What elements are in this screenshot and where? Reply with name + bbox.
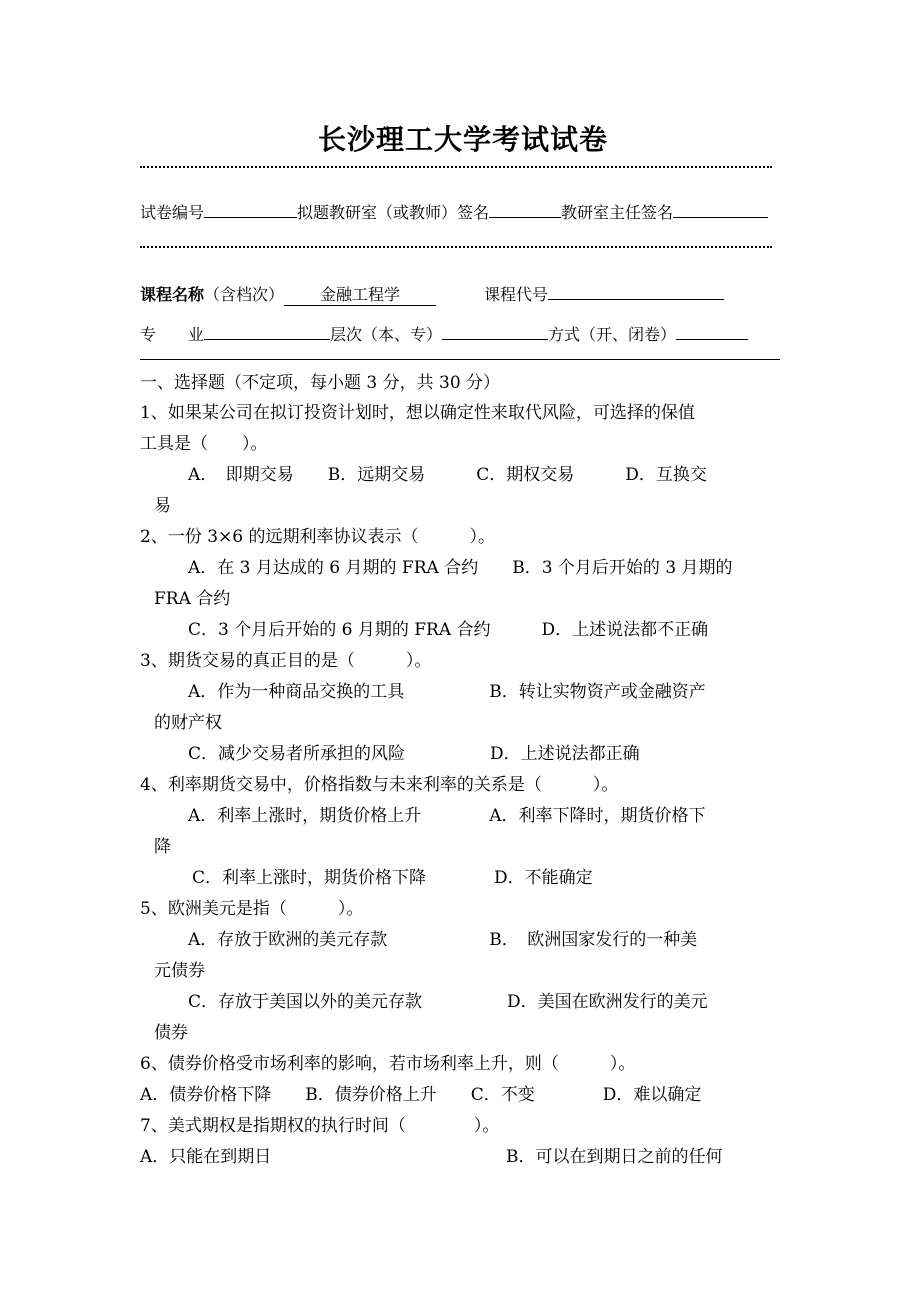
teacher-sign-label: 拟题教研室（或教师）签名: [297, 203, 490, 222]
director-sign-field[interactable]: [673, 203, 768, 218]
q5-option-cd: C．存放于美国以外的美元存款 D．美国在欧洲发行的美元: [188, 992, 708, 1012]
q7-stem: 7、美式期权是指期权的执行时间（ ）。: [140, 1116, 500, 1136]
mode-label: 方式（开、闭卷）: [548, 325, 677, 344]
q2-option-ab-cont: FRA 合约: [154, 589, 231, 609]
paper-no-label: 试卷编号: [140, 203, 205, 222]
level-label: 层次（本、专）: [330, 325, 443, 344]
q7-option-a: A．只能在到期日: [140, 1147, 272, 1167]
q1-options: A． 即期交易 B．远期交易 C．期权交易 D．互换交: [188, 465, 707, 485]
dotted-separator-top: [140, 166, 772, 168]
level-field[interactable]: [442, 325, 548, 340]
q6-options: A．债券价格下降 B．债券价格上升 C．不变 D．难以确定: [140, 1085, 702, 1105]
q3-option-cd: C．减少交易者所承担的风险 D．上述说法都正确: [188, 744, 640, 764]
paper-no-field[interactable]: [204, 203, 297, 218]
dotted-separator-mid: [140, 246, 772, 248]
q1-options-cont: 易: [154, 496, 171, 516]
q1-stem: 1、如果某公司在拟订投资计划时，想以确定性来取代风险，可选择的保值: [140, 403, 695, 423]
course-name-note: （含档次）: [204, 285, 285, 304]
q2-stem: 2、一份 3×6 的远期利率协议表示（ ）。: [140, 527, 495, 547]
exam-title: 长沙理工大学考试试卷: [318, 123, 609, 156]
q2-option-cd: C．3 个月后开始的 6 月期的 FRA 合约 D．上述说法都不正确: [188, 620, 709, 640]
q5-option-cd-cont: 债券: [154, 1023, 188, 1043]
q4-stem: 4、利率期货交易中，价格指数与未来利率的关系是（ ）。: [140, 775, 619, 795]
q6-stem: 6、债券价格受市场利率的影响，若市场利率上升，则（ ）。: [140, 1054, 636, 1074]
q3-option-ab-cont: 的财产权: [154, 713, 222, 733]
course-name-value[interactable]: 金融工程学: [284, 282, 436, 306]
course-name-label: 课程名称: [140, 285, 205, 304]
q4-option-ab-cont: 降: [154, 837, 171, 857]
teacher-sign-field[interactable]: [489, 203, 561, 218]
q4-option-cd: C．利率上涨时，期货价格下降 D．不能确定: [192, 868, 593, 888]
q3-option-ab: A．作为一种商品交换的工具 B．转让实物资产或金融资产: [188, 682, 706, 702]
q3-stem: 3、期货交易的真正目的是（ ）。: [140, 651, 432, 671]
major-row: [140, 322, 748, 345]
q5-stem: 5、欧洲美元是指（ ）。: [140, 899, 364, 919]
major-label: 专 业: [140, 325, 205, 344]
header-sign-row: [140, 200, 768, 223]
director-sign-label: 教研室主任签名: [561, 203, 674, 222]
course-code-field[interactable]: [548, 285, 724, 300]
major-field[interactable]: [204, 325, 330, 340]
course-code-label: 课程代号: [484, 285, 549, 304]
header-divider: [140, 359, 780, 360]
q4-option-ab: A．利率上涨时，期货价格上升 A．利率下降时，期货价格下: [188, 806, 706, 826]
q2-option-ab: A．在 3 月达成的 6 月期的 FRA 合约 B．3 个月后开始的 3 月期的: [188, 558, 733, 578]
q7-option-b: B．可以在到期日之前的任何: [506, 1147, 723, 1167]
q5-option-ab-cont: 元债券: [154, 961, 205, 981]
q5-option-ab: A．存放于欧洲的美元存款 B． 欧洲国家发行的一种美: [188, 930, 698, 950]
mode-field[interactable]: [676, 325, 748, 340]
course-row: [140, 282, 724, 306]
q1-stem-cont: 工具是（ ）。: [140, 434, 268, 454]
section-heading: 一、选择题（不定项，每小题 3 分，共 30 分）: [140, 373, 501, 393]
